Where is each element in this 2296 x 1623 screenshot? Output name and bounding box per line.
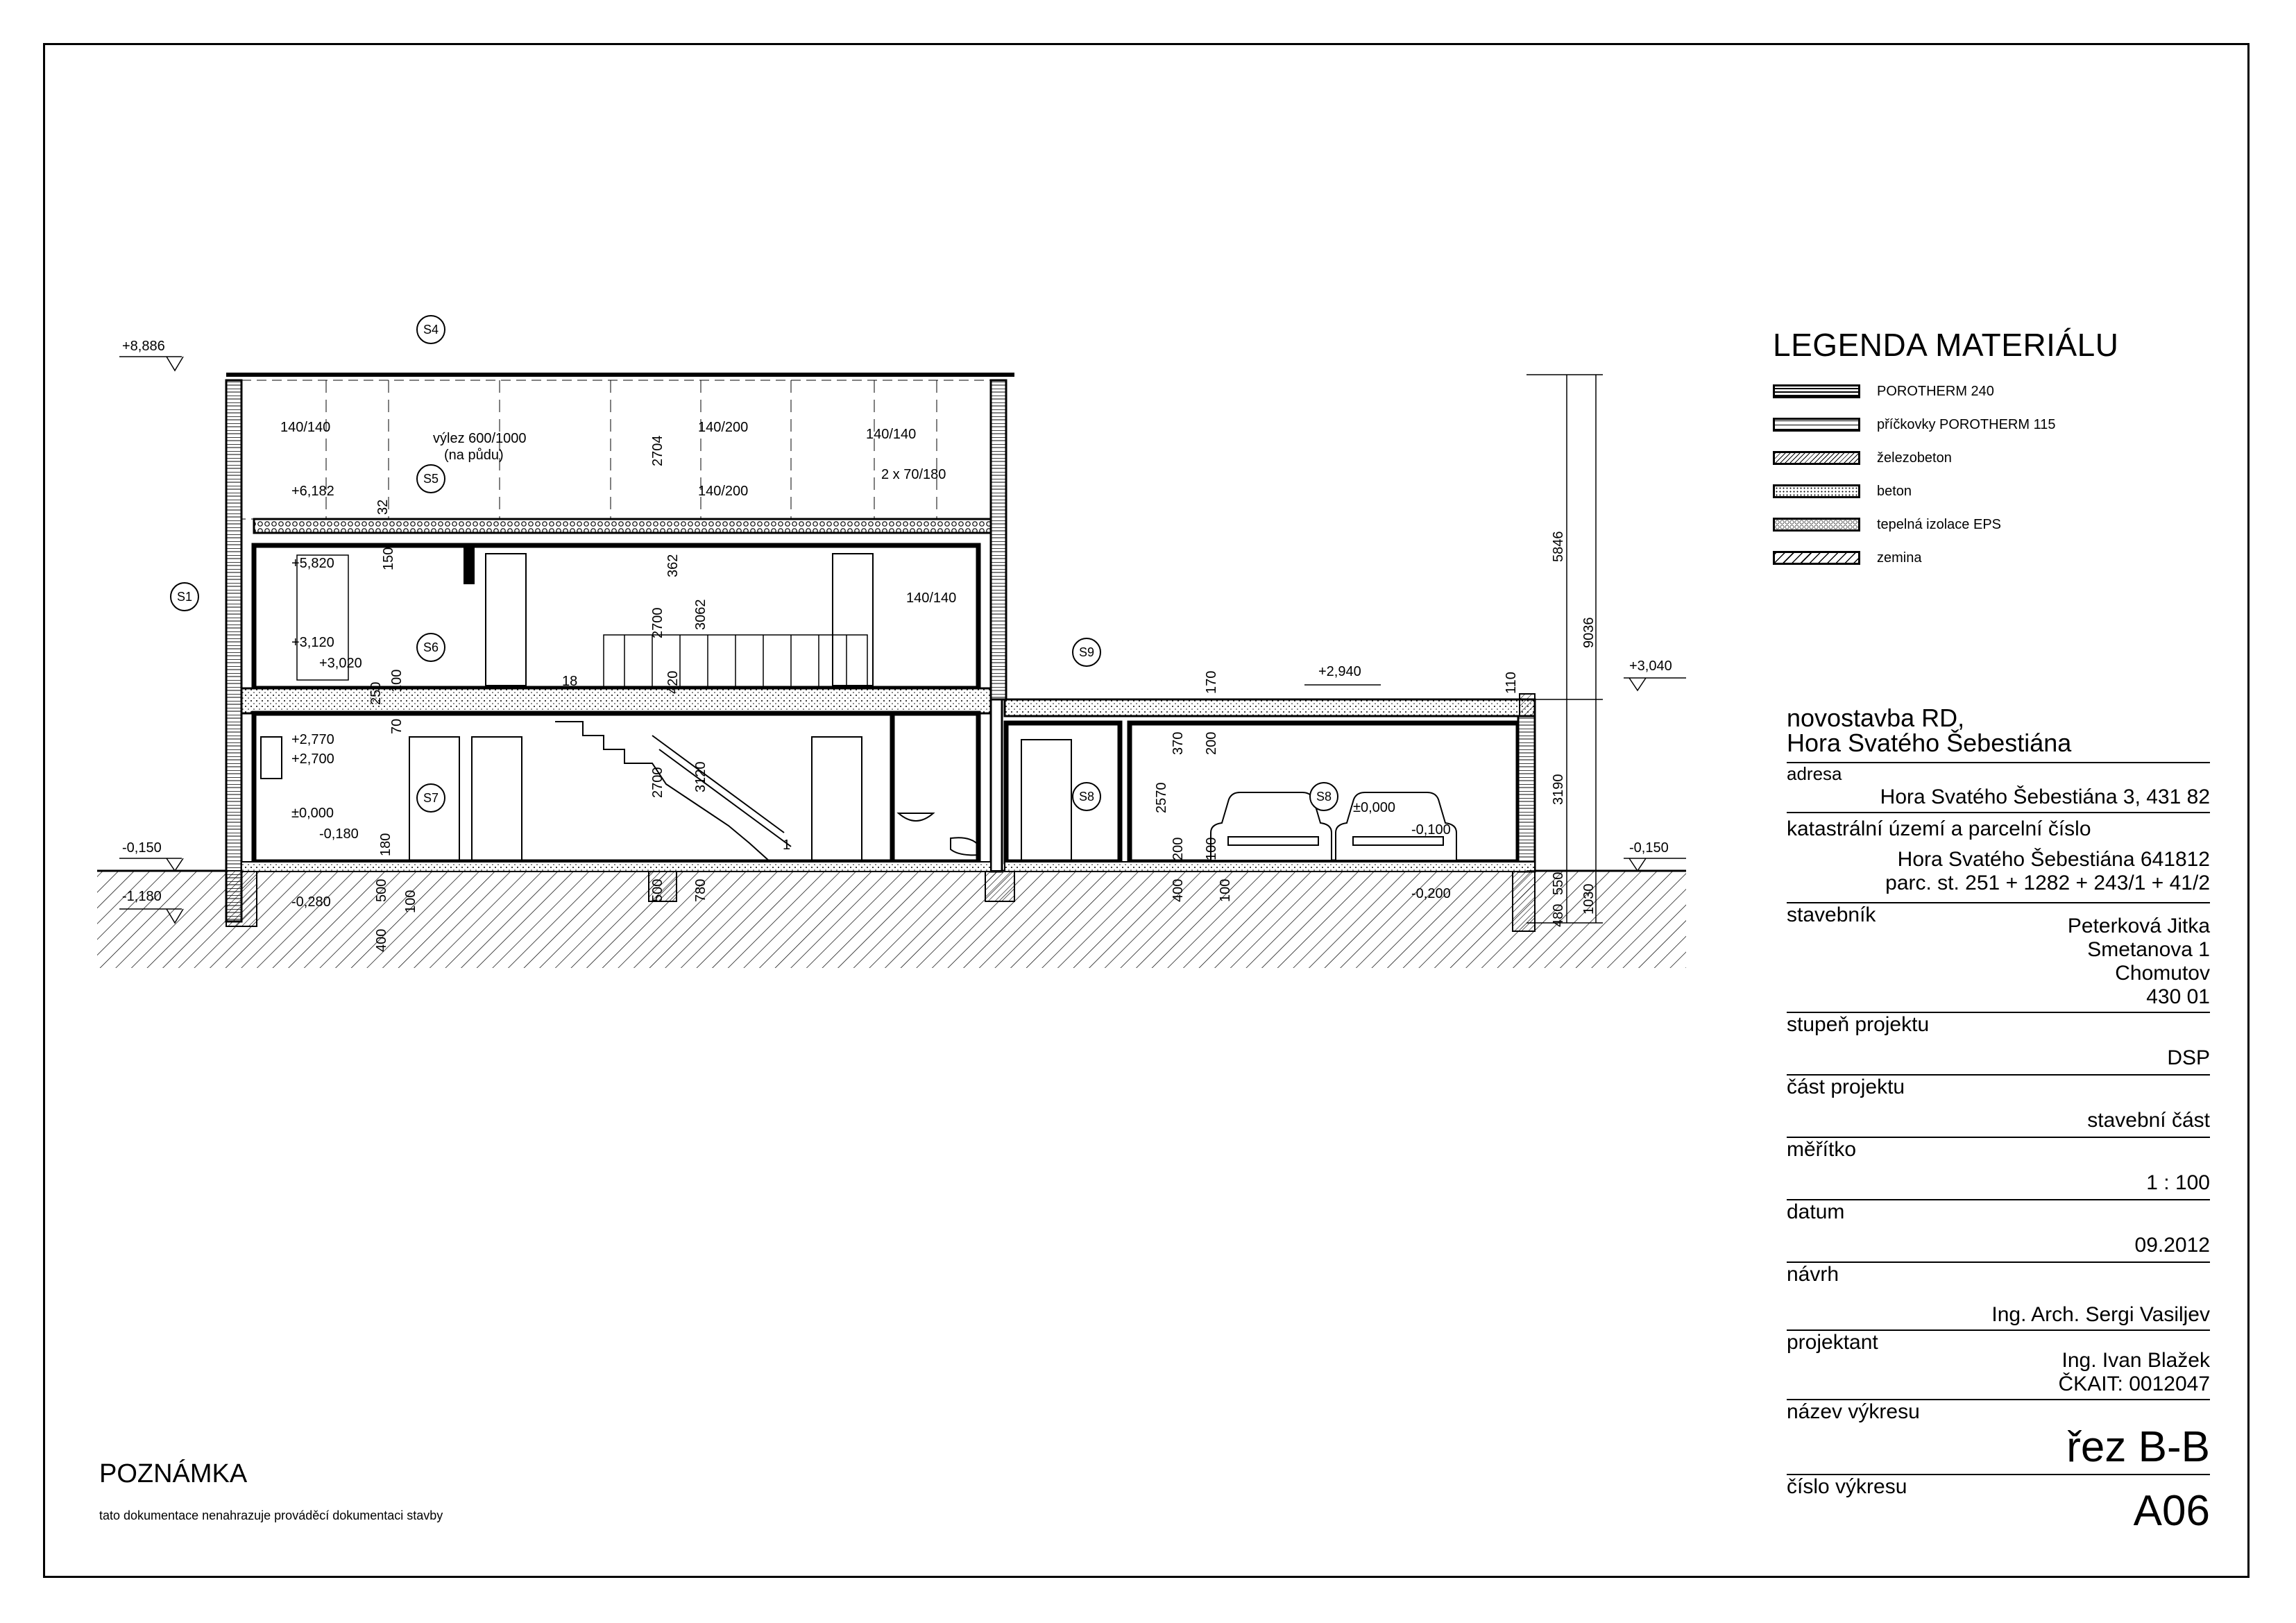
legend-label: železobeton <box>1877 450 1952 466</box>
level-floor-1b: +3,020 <box>319 656 362 671</box>
section-marker-s8-b: S8 <box>1316 790 1332 804</box>
beam-label: 2 x 70/180 <box>881 467 946 482</box>
stage-label: stupeň projektu <box>1787 1013 1930 1036</box>
section-marker-s6: S6 <box>423 640 439 654</box>
main-wall-right <box>991 380 1006 699</box>
level-garage-floor: ±0,000 <box>1353 800 1396 815</box>
main-wall-right-lower <box>991 699 1002 872</box>
legend-swatch-soil <box>1773 551 1860 565</box>
beam-label: 140/140 <box>906 590 957 606</box>
client-label: stavebník <box>1787 903 1876 926</box>
level-garage-foundation: -0,200 <box>1411 886 1451 901</box>
address-label: adresa <box>1787 763 1842 784</box>
dimension-label: 3120 <box>693 761 708 792</box>
door-garage <box>1021 740 1071 862</box>
dimension-label: 100 <box>403 890 418 913</box>
dimension-label: 100 <box>1204 837 1219 860</box>
section-marker-s7: S7 <box>423 791 439 805</box>
hatch-label: (na půdu) <box>444 448 504 463</box>
dimension-label: 500 <box>650 878 665 902</box>
stair-steps-label: 18 <box>562 674 578 689</box>
cadastre-label: katastrální území a parcelní číslo <box>1787 817 2091 840</box>
part-label: část projektu <box>1787 1076 1905 1098</box>
level-ceiling-1: +5,820 <box>291 556 334 571</box>
level-garage-roof: +2,940 <box>1318 664 1361 679</box>
dimension-label: 5846 <box>1551 531 1566 562</box>
titleblock-divider <box>1787 812 2210 813</box>
garage-parapet <box>1520 694 1535 716</box>
scale-label: měřítko <box>1787 1138 1857 1161</box>
dimension-label: 200 <box>1171 837 1186 860</box>
engineer-label: projektant <box>1787 1331 1878 1354</box>
dimension-label: 100 <box>389 669 405 692</box>
door-ground-3 <box>812 737 862 862</box>
drawing-number-label: číslo výkresu <box>1787 1475 1907 1498</box>
dimension-label: 100 <box>1218 878 1233 902</box>
attic-space <box>241 380 991 519</box>
engineer-name: Ing. Ivan Blažek <box>2061 1349 2210 1372</box>
legend-swatch-concrete <box>1773 484 1860 498</box>
dimension-label: 150 <box>381 547 396 570</box>
garage-wall-right <box>1518 716 1535 872</box>
beam-label: 140/140 <box>866 427 917 442</box>
date-label: datum <box>1787 1200 1845 1223</box>
beam-label: 140/140 <box>280 420 331 435</box>
level-terrain-right: -0,150 <box>1629 840 1669 856</box>
dimension-label: 200 <box>1204 731 1219 755</box>
client-city: Chomutov <box>2115 962 2210 985</box>
scale-value: 1 : 100 <box>2146 1171 2210 1194</box>
client-zip: 430 01 <box>2146 985 2210 1008</box>
garage-foundation-right <box>1513 872 1535 931</box>
hatch-label: výlez 600/1000 <box>433 431 527 446</box>
ground-floor-wc <box>892 713 978 862</box>
dimension-label: 2700 <box>650 607 665 638</box>
garage-room-small <box>1006 723 1120 862</box>
dimension-label: 70 <box>389 718 405 734</box>
section-marker-circles <box>171 316 1338 812</box>
soil-ground <box>97 871 1686 968</box>
main-wall-left <box>226 380 241 921</box>
legend-swatch-porotherm115 <box>1773 418 1860 432</box>
level-ceiling-0a: +2,770 <box>291 732 334 747</box>
note-title: POZNÁMKA <box>99 1459 248 1488</box>
first-floor-room <box>254 545 978 688</box>
dimension-label: 480 <box>1551 903 1566 927</box>
dimension-label: 2700 <box>650 767 665 798</box>
section-marker-s8-a: S8 <box>1078 790 1095 804</box>
dimension-label: 180 <box>378 833 393 856</box>
date-value: 09.2012 <box>2134 1234 2210 1257</box>
drawing-name-label: název výkresu <box>1787 1400 1920 1423</box>
legend-item <box>1773 443 1952 473</box>
dimension-label: 2704 <box>650 435 665 466</box>
foundation-right <box>985 871 1014 901</box>
door-ground-2 <box>472 737 522 862</box>
level-ground-floor-b: -0,180 <box>319 826 359 842</box>
level-terrain-left: -0,150 <box>122 840 162 856</box>
legend-item <box>1773 543 1921 573</box>
project-name-line-1: novostavba RD, <box>1787 704 1965 732</box>
client-street: Smetanova 1 <box>2087 938 2210 961</box>
legend-title: LEGENDA MATERIÁLU <box>1773 327 2119 363</box>
parcels-value: parc. st. 251 + 1282 + 243/1 + 41/2 <box>1885 872 2210 894</box>
level-foundation-left: -1,180 <box>122 889 162 904</box>
level-ceiling-0b: +2,700 <box>291 751 334 767</box>
section-marker-s4: S4 <box>423 323 439 337</box>
section-marker-s1: S1 <box>176 590 193 604</box>
dimension-label: 780 <box>693 878 708 902</box>
legend-label: příčkovky POROTHERM 115 <box>1877 416 2056 432</box>
legend-swatch-porotherm <box>1773 384 1860 398</box>
hatch-opening <box>464 545 475 584</box>
level-garage-top-right: +3,040 <box>1629 658 1672 674</box>
legend-swatch-reinforced-concrete <box>1773 451 1860 465</box>
level-floor-1a: +3,120 <box>291 635 334 650</box>
legend-label: beton <box>1877 483 1912 499</box>
dimension-lines <box>1527 375 1603 923</box>
dimension-label: 362 <box>665 554 681 577</box>
drawing-number: A06 <box>2133 1487 2210 1535</box>
first-floor-slab <box>241 688 991 713</box>
dimension-label: 250 <box>368 681 384 705</box>
attic-truss-lines <box>326 380 937 519</box>
garage-floor-slab <box>1005 862 1535 872</box>
design-label: návrh <box>1787 1263 1839 1286</box>
legend-item <box>1773 409 2055 440</box>
beam-label: 140/200 <box>698 420 749 435</box>
washbasin <box>899 813 980 855</box>
dimension-label: 400 <box>1171 878 1186 902</box>
section-marker-s5: S5 <box>423 472 439 486</box>
dimension-label: 3062 <box>693 599 708 630</box>
dimension-label: 550 <box>1551 872 1566 895</box>
level-ground-floor: ±0,000 <box>291 806 334 821</box>
dimension-label: 1030 <box>1581 883 1597 915</box>
dimension-label: 420 <box>665 670 681 694</box>
railing-first <box>604 635 867 688</box>
project-name-line-2: Hora Svatého Šebestiána <box>1787 729 2072 757</box>
stage-value: DSP <box>2167 1046 2210 1069</box>
dimension-label: 500 <box>374 878 389 902</box>
attic-floor-insulation <box>254 519 991 533</box>
door-first-1 <box>486 554 526 686</box>
client-name: Peterková Jitka <box>2067 915 2210 937</box>
dimension-label: 32 <box>375 499 391 515</box>
section-marker-s9: S9 <box>1078 645 1095 659</box>
drawing-name: řez B-B <box>2066 1423 2210 1471</box>
level-attic-floor: +6,182 <box>291 484 334 499</box>
legend-label: POROTHERM 240 <box>1877 383 1994 399</box>
stair-first-label: 1 <box>783 838 791 853</box>
note-text: tato dokumentace nenahrazuje prováděcí dokumentaci stavby <box>99 1509 443 1522</box>
window-ground-left <box>261 737 282 779</box>
dimension-label: 2570 <box>1154 782 1169 813</box>
dimension-label: 400 <box>374 928 389 952</box>
dimension-label: 3190 <box>1551 774 1566 805</box>
dimension-label: 9036 <box>1581 617 1597 648</box>
legend-swatch-eps <box>1773 518 1860 532</box>
address-value: Hora Svatého Šebestiána 3, 431 82 <box>1880 785 2210 808</box>
legend-item <box>1773 476 1912 507</box>
engineer-ckait: ČKAIT: 0012047 <box>2058 1373 2210 1395</box>
beam-label: 140/200 <box>698 484 749 499</box>
design-value: Ing. Arch. Sergi Vasiljev <box>1991 1303 2210 1326</box>
staircase <box>555 722 791 862</box>
level-roof-top: +8,886 <box>122 339 165 354</box>
foundation-left <box>226 871 257 926</box>
legend-label: tepelná izolace EPS <box>1877 516 2002 532</box>
legend-item <box>1773 509 2001 540</box>
legend-item <box>1773 376 1994 407</box>
dimension-label: 110 <box>1504 672 1519 694</box>
level-foundation-b: -0,280 <box>291 894 331 910</box>
legend-label: zemina <box>1877 550 1922 566</box>
part-value: stavební část <box>2087 1109 2210 1132</box>
garage-roof-slab <box>1005 699 1535 716</box>
ground-floor-slab <box>241 862 991 872</box>
cadastre-value: Hora Svatého Šebestiána 641812 <box>1897 848 2210 871</box>
dimension-label: 170 <box>1204 670 1219 694</box>
dimension-label: 370 <box>1171 731 1186 755</box>
level-garage-floor-b: -0,100 <box>1411 822 1451 838</box>
